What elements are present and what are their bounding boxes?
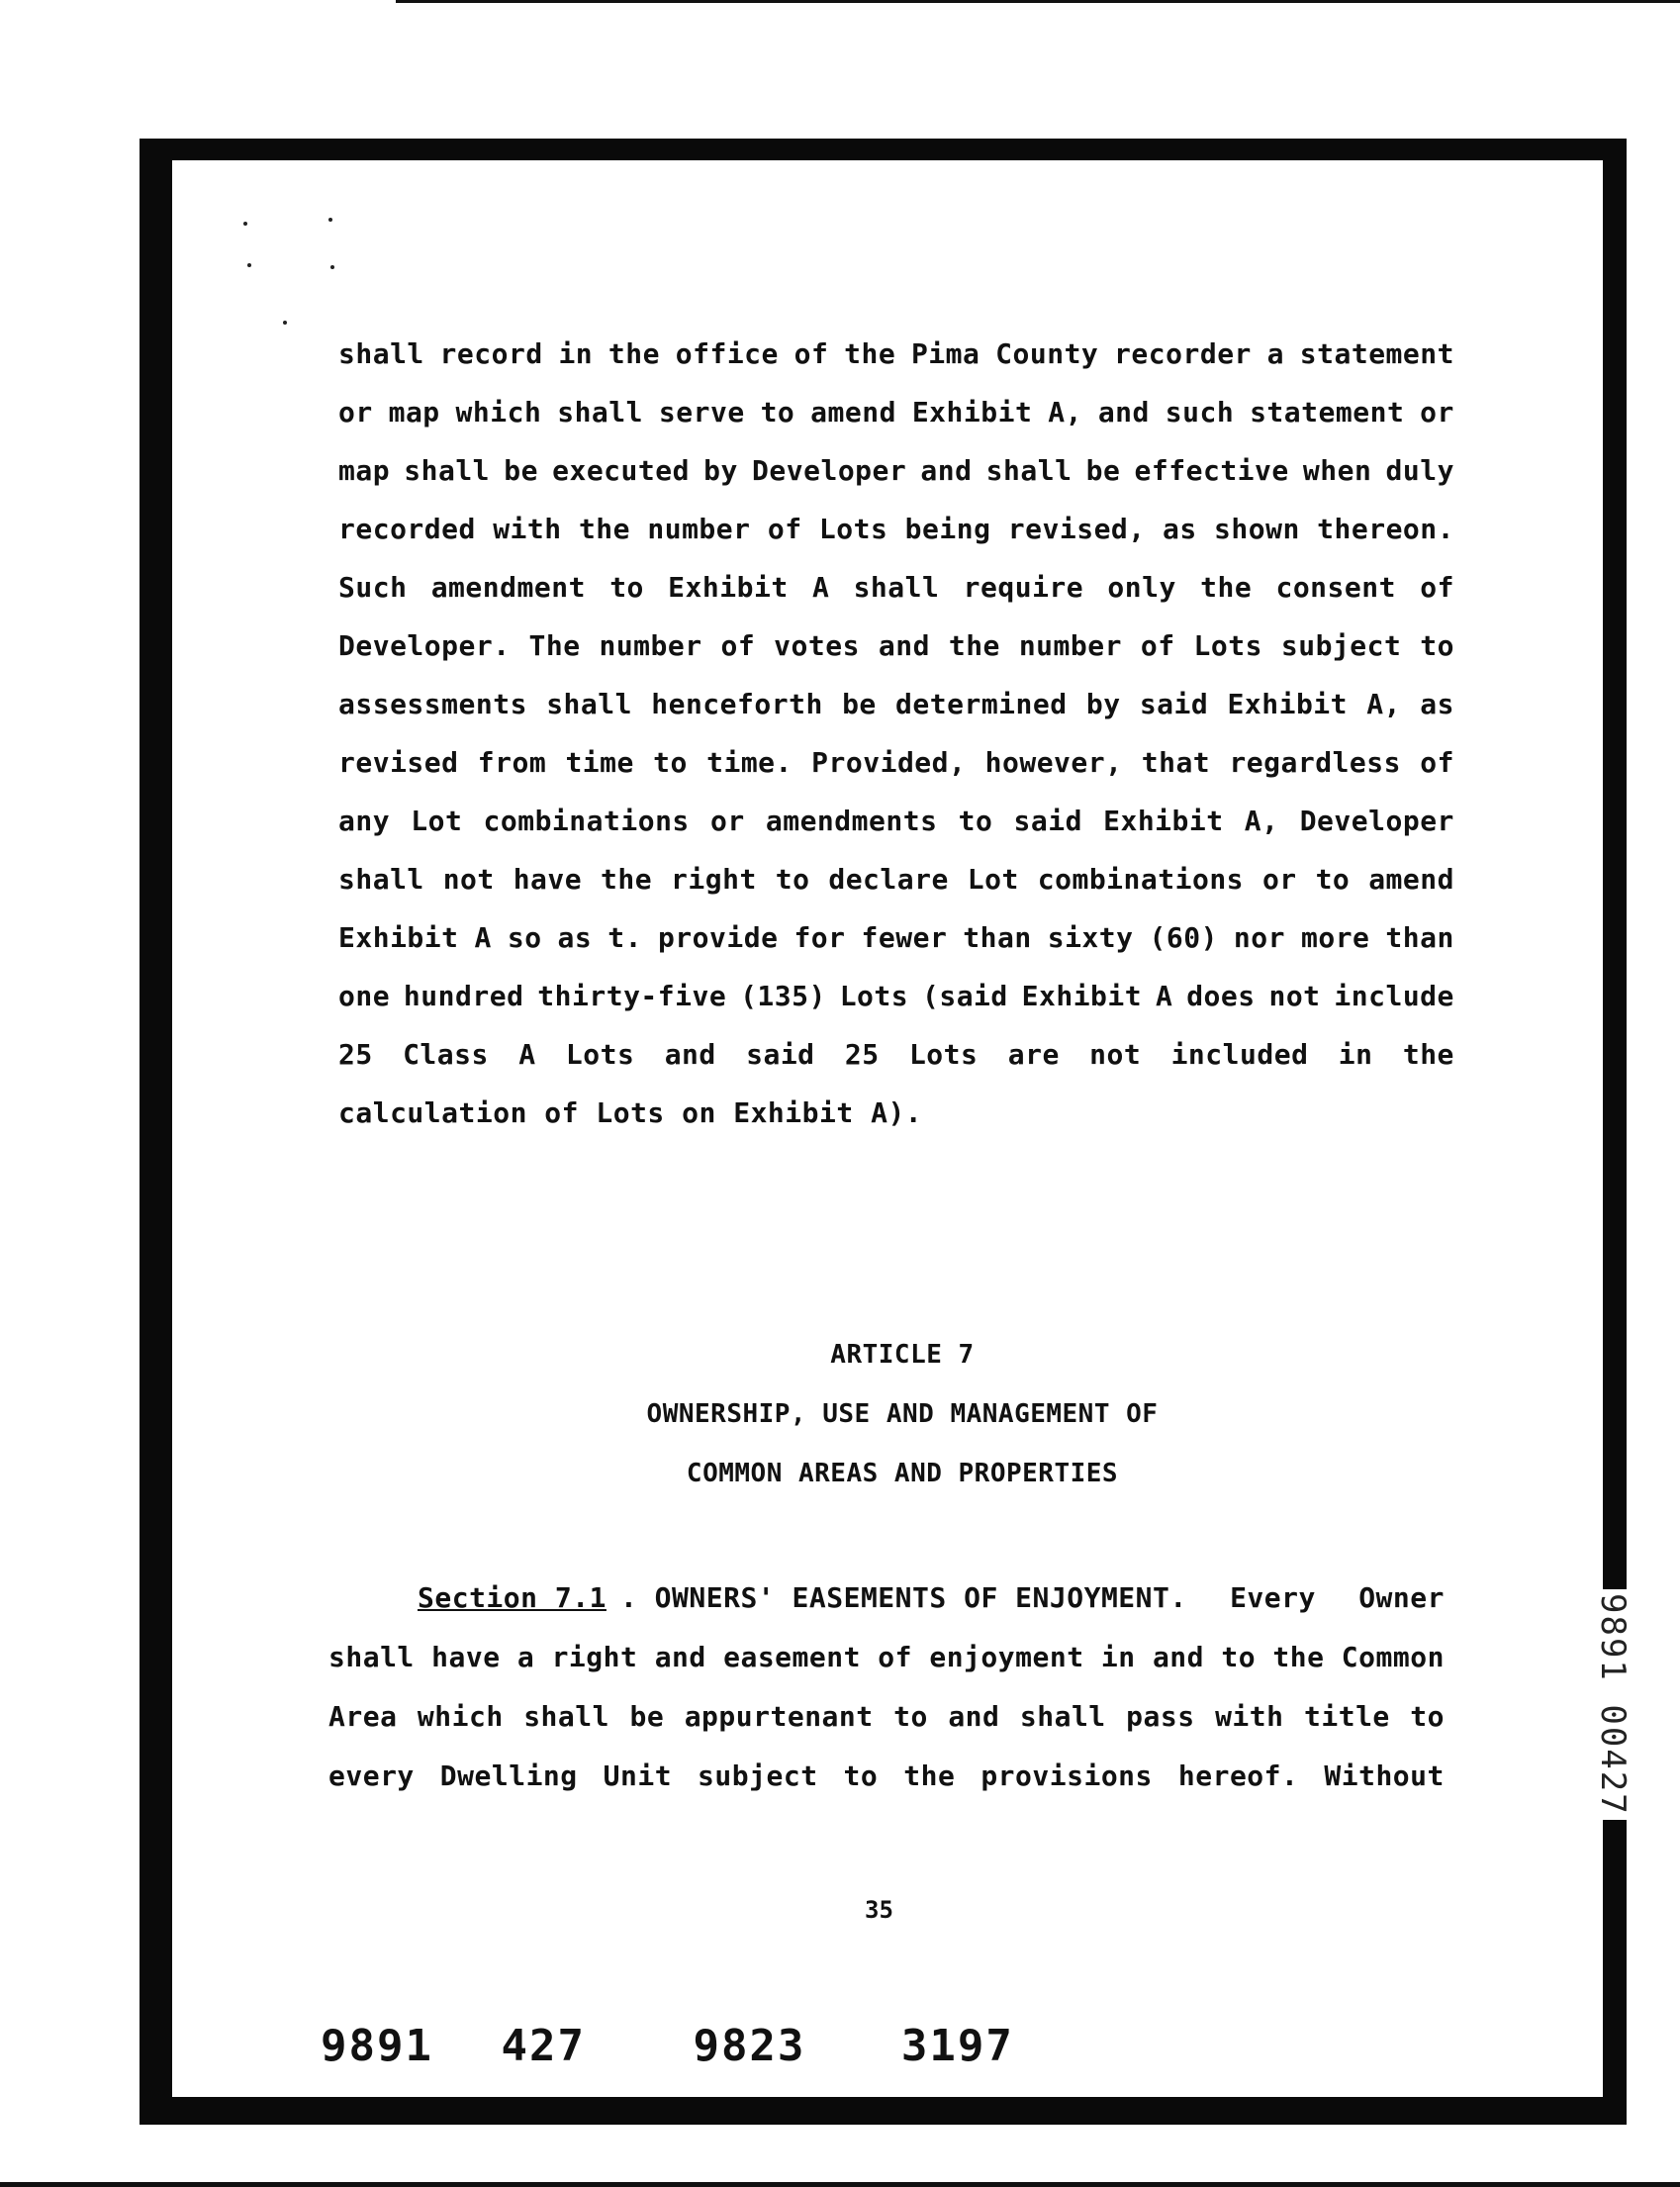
body-word: A,	[1244, 805, 1279, 837]
body-word: are	[1007, 1038, 1060, 1071]
section-first-line-word: Every	[1230, 1581, 1316, 1614]
section-word: easement	[723, 1641, 861, 1673]
body-word: by	[1085, 688, 1121, 720]
body-word: not	[442, 863, 495, 896]
body-line	[338, 325, 1454, 383]
body-word: when	[1302, 454, 1372, 487]
body-word: said	[746, 1038, 815, 1071]
body-word: the	[1200, 571, 1253, 604]
section-word: and	[654, 1641, 706, 1673]
body-word: does	[1186, 980, 1256, 1012]
body-word: time	[565, 746, 634, 779]
body-word: recorder	[1114, 337, 1252, 370]
bates-number	[321, 2021, 1014, 2071]
section-word: subject	[698, 1759, 818, 1792]
body-word: right	[671, 863, 757, 896]
body-word: Exhibit	[1021, 980, 1143, 1012]
body-word: the	[1402, 1038, 1454, 1071]
body-word: as	[557, 921, 593, 954]
body-word: Exhibit	[1227, 688, 1349, 720]
section-word: with	[1215, 1700, 1284, 1733]
section-word: right	[551, 1641, 638, 1673]
body-word: of	[720, 629, 756, 662]
body-word: map	[388, 396, 440, 428]
body-word: statement	[1299, 337, 1454, 370]
section-word: have	[431, 1641, 501, 1673]
scan-top-edge	[396, 0, 1680, 3]
article-title-line-1: OWNERSHIP, USE AND MANAGEMENT OF	[646, 1399, 1159, 1429]
body-word: revised,	[1007, 513, 1146, 545]
body-word: determined	[895, 688, 1068, 720]
section-word: be	[629, 1700, 665, 1733]
body-word: included	[1170, 1038, 1309, 1071]
body-word: A	[1155, 980, 1173, 1012]
body-word: amend	[810, 396, 896, 428]
body-word: one	[338, 980, 391, 1012]
body-word: more	[1300, 921, 1370, 954]
body-word: only	[1107, 571, 1176, 604]
document-page	[172, 160, 1603, 2097]
body-word: that	[1141, 746, 1211, 779]
body-word: the	[607, 337, 660, 370]
body-word: be	[504, 454, 538, 487]
body-word: shown	[1214, 513, 1300, 545]
body-line	[338, 792, 1454, 850]
section-word: Common	[1341, 1641, 1445, 1673]
section-word: every	[328, 1759, 415, 1792]
section-word: and	[1152, 1641, 1205, 1673]
body-word: declare	[828, 863, 949, 896]
body-word: shall	[557, 396, 644, 428]
section-word: Area	[328, 1700, 398, 1733]
section-word: and	[948, 1700, 1000, 1733]
body-word: Exhibit	[668, 571, 789, 604]
body-word: shall	[546, 688, 632, 720]
body-line	[338, 967, 1454, 1025]
body-word: and	[878, 629, 930, 662]
body-word: to	[609, 571, 644, 604]
body-word: Lots	[818, 513, 888, 545]
body-line	[338, 1025, 1454, 1084]
body-word: 25	[338, 1038, 373, 1071]
body-word: Lots	[908, 1038, 979, 1071]
section-word: shall	[328, 1641, 415, 1673]
body-word: Exhibit	[338, 921, 459, 954]
section-word: Without	[1324, 1759, 1445, 1792]
side-recording-stamp: 9891 00427	[1603, 1589, 1633, 1820]
body-word: Exhibit	[1103, 805, 1224, 837]
body-word: sixty	[1047, 921, 1134, 954]
section-word: Unit	[603, 1759, 673, 1792]
body-word: Class	[403, 1038, 489, 1071]
body-word: of	[1420, 746, 1454, 779]
body-word: as	[1420, 688, 1454, 720]
body-word: A	[811, 571, 830, 604]
bates-part: 9823	[693, 2021, 806, 2071]
scan-speck	[243, 222, 247, 226]
body-word: recorded	[338, 513, 476, 545]
body-word: the	[601, 863, 653, 896]
body-word: require	[963, 571, 1084, 604]
body-line	[338, 733, 1454, 792]
body-word: regardless	[1229, 746, 1401, 779]
body-word: or	[1420, 396, 1454, 428]
body-word: of	[1420, 571, 1454, 604]
body-word: shall	[853, 571, 940, 604]
body-word: effective	[1134, 454, 1289, 487]
body-word: and	[664, 1038, 716, 1071]
body-word: in	[1338, 1038, 1373, 1071]
bates-part: 427	[501, 2021, 586, 2071]
section-first-line-word: Owner	[1358, 1581, 1445, 1614]
body-word: provide	[657, 921, 779, 954]
section-word: the	[903, 1759, 956, 1792]
body-word: number	[1018, 629, 1122, 662]
body-word: to	[775, 863, 810, 896]
body-word: A,	[1366, 688, 1401, 720]
body-line	[338, 500, 1454, 558]
scan-speck	[328, 218, 332, 222]
scan-bottom-edge	[0, 2182, 1680, 2187]
body-word: Lot	[411, 805, 463, 837]
section-word: which	[417, 1700, 504, 1733]
body-line	[338, 441, 1454, 500]
body-word: Such	[338, 571, 408, 604]
body-word: however,	[984, 746, 1123, 779]
body-word: A,	[1048, 396, 1082, 428]
section-word: hereof.	[1177, 1759, 1299, 1792]
section-first-line	[328, 1569, 1445, 1628]
body-word: County	[995, 337, 1099, 370]
section-word: of	[878, 1641, 913, 1673]
body-word: thirty-five	[537, 980, 727, 1012]
article-heading	[172, 1325, 1603, 1503]
body-word: shall	[404, 454, 491, 487]
section-label: Section 7.1	[418, 1581, 607, 1614]
body-word: than	[963, 921, 1032, 954]
body-word: votes	[774, 629, 860, 662]
body-word: to	[653, 746, 688, 779]
body-word: than	[1385, 921, 1454, 954]
body-word: record	[439, 337, 543, 370]
body-word: assessments	[338, 688, 527, 720]
body-word: time.	[706, 746, 793, 779]
body-word: of	[767, 513, 802, 545]
body-line	[338, 383, 1454, 441]
body-word: and	[920, 454, 973, 487]
section-word: appurtenant	[684, 1700, 874, 1733]
body-word: combinations	[483, 805, 690, 837]
body-word: t.	[607, 921, 642, 954]
body-word: for	[793, 921, 846, 954]
body-word: said	[1139, 688, 1209, 720]
body-word: map	[338, 454, 391, 487]
body-word: not	[1268, 980, 1321, 1012]
body-word: amend	[1368, 863, 1454, 896]
body-word: duly	[1385, 454, 1454, 487]
section-7-1	[328, 1569, 1445, 1806]
body-word: to	[760, 396, 795, 428]
body-word: have	[513, 863, 583, 896]
body-word: of	[793, 337, 829, 370]
body-word: or	[709, 805, 745, 837]
article-title-line-2: COMMON AREAS AND PROPERTIES	[686, 1459, 1119, 1488]
body-word: nor	[1233, 921, 1285, 954]
body-word: the	[844, 337, 896, 370]
scan-speck	[247, 263, 251, 267]
body-word: fewer	[861, 921, 948, 954]
section-word: to	[1410, 1700, 1445, 1733]
section-word: shall	[1019, 1700, 1106, 1733]
body-word: shall	[985, 454, 1073, 487]
body-word: of	[1140, 629, 1175, 662]
body-word: revised	[338, 746, 459, 779]
body-word: Lots	[565, 1038, 635, 1071]
body-word: Lot	[967, 863, 1019, 896]
body-word: (135)	[740, 980, 826, 1012]
body-word: said	[1013, 805, 1082, 837]
body-word: 25	[844, 1038, 880, 1071]
body-word: (said	[921, 980, 1008, 1012]
section-word: provisions	[980, 1759, 1153, 1792]
body-last-line: calculation of Lots on Exhibit A).	[338, 1096, 923, 1129]
bates-part: 9891	[321, 2021, 433, 2071]
body-line	[338, 558, 1454, 617]
body-word: shall	[338, 863, 424, 896]
body-word: to	[1315, 863, 1351, 896]
body-word: or	[338, 396, 373, 428]
section-word: to	[893, 1700, 928, 1733]
section-word: shall	[523, 1700, 609, 1733]
body-word: the	[948, 629, 1000, 662]
page-number: 35	[865, 1896, 893, 1924]
body-word: such	[1165, 396, 1235, 428]
body-word: so	[507, 921, 542, 954]
body-word: number	[647, 513, 751, 545]
body-word: Developer	[1299, 805, 1454, 837]
body-word: The	[528, 629, 581, 662]
scan-speck	[330, 265, 334, 269]
body-word: to	[958, 805, 993, 837]
body-word: as	[1162, 513, 1197, 545]
body-word: from	[477, 746, 547, 779]
section-word: Dwelling	[439, 1759, 578, 1792]
section-word: title	[1304, 1700, 1390, 1733]
body-word: Lots	[1193, 629, 1262, 662]
section-word: to	[1221, 1641, 1257, 1673]
body-word: in	[558, 337, 594, 370]
body-word: (60)	[1149, 921, 1218, 954]
body-word: consent	[1275, 571, 1396, 604]
body-word: A	[518, 1038, 536, 1071]
section-line	[328, 1687, 1445, 1747]
body-word: Pima	[910, 337, 980, 370]
body-word: executed	[552, 454, 690, 487]
body-word: with	[493, 513, 562, 545]
body-line	[338, 675, 1454, 733]
body-word: be	[842, 688, 877, 720]
body-word: a	[1266, 337, 1285, 370]
article-number: ARTICLE 7	[830, 1340, 975, 1370]
body-paragraph	[338, 325, 1625, 1142]
body-word: serve	[658, 396, 745, 428]
body-word: combinations	[1037, 863, 1245, 896]
body-word: statement	[1250, 396, 1405, 428]
body-word: subject	[1280, 629, 1402, 662]
body-word: be	[1085, 454, 1121, 487]
bates-part: 3197	[900, 2021, 1014, 2071]
section-word: enjoyment	[929, 1641, 1084, 1673]
body-line	[338, 908, 1454, 967]
body-word: to	[1420, 629, 1454, 662]
body-word: A	[474, 921, 492, 954]
scan-speck	[283, 321, 287, 325]
body-word: office	[675, 337, 779, 370]
body-word: henceforth	[651, 688, 823, 720]
body-word: Lots	[839, 980, 909, 1012]
section-line	[328, 1628, 1445, 1687]
body-word: which	[455, 396, 542, 428]
body-word: not	[1089, 1038, 1142, 1071]
body-word: or	[1261, 863, 1297, 896]
body-word: being	[904, 513, 991, 545]
body-word: amendments	[765, 805, 938, 837]
body-word: Provided,	[811, 746, 967, 779]
section-word: a	[516, 1641, 535, 1673]
body-word: any	[338, 805, 391, 837]
section-word: to	[843, 1759, 879, 1792]
body-word: shall	[338, 337, 424, 370]
body-line	[338, 617, 1454, 675]
section-heading: . OWNERS' EASEMENTS OF ENJOYMENT.	[619, 1581, 1187, 1614]
body-word: amendment	[430, 571, 586, 604]
body-word: and	[1097, 396, 1150, 428]
body-word: Developer.	[338, 629, 511, 662]
section-line	[328, 1747, 1445, 1806]
section-word: the	[1272, 1641, 1325, 1673]
body-line	[338, 850, 1454, 908]
section-word: pass	[1126, 1700, 1195, 1733]
body-word: include	[1334, 980, 1454, 1012]
body-word: Exhibit	[911, 396, 1033, 428]
body-word: by	[703, 454, 738, 487]
section-word: in	[1100, 1641, 1136, 1673]
body-word: the	[578, 513, 631, 545]
body-word: thereon.	[1317, 513, 1454, 545]
body-word: Developer	[752, 454, 907, 487]
body-word: hundred	[403, 980, 524, 1012]
body-word: number	[599, 629, 702, 662]
